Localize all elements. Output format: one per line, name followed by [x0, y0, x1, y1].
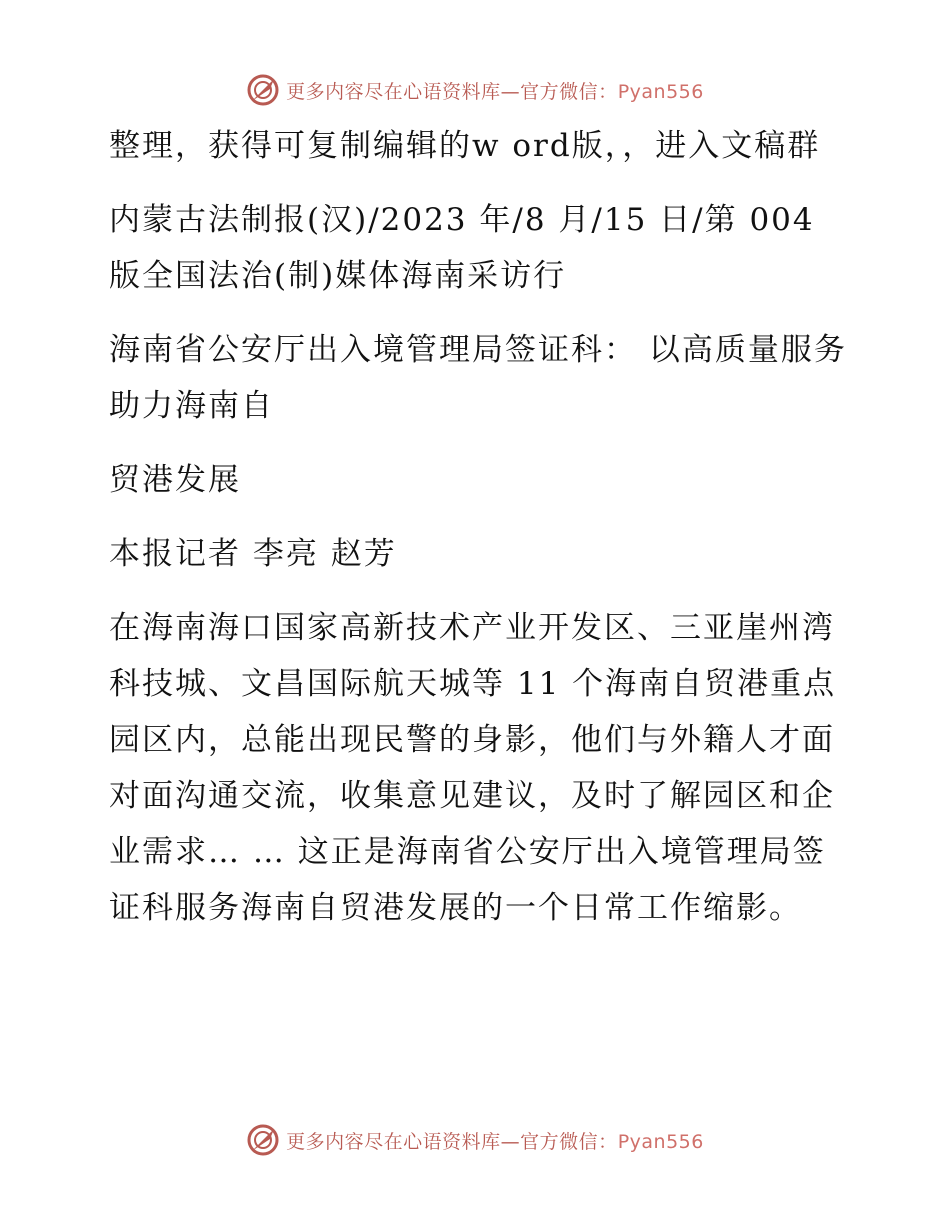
banner-separator: —: [500, 1130, 521, 1153]
quill-logo-icon: [246, 1123, 280, 1157]
footer-watermark-banner: [0, 1120, 950, 1160]
banner-text: [286, 77, 704, 104]
paragraph-title-line2: 贸港发展: [109, 462, 241, 498]
banner-text: [286, 1127, 704, 1154]
banner-wechat-id: Pyan556: [617, 1130, 704, 1153]
paragraph-title-line1: 海南省公安厅出入境管理局签证科： 以高质量服务助力海南自: [109, 332, 847, 424]
quill-logo-icon: [246, 73, 280, 107]
paragraph-body: 在海南海口国家高新技术产业开发区、三亚崖州湾科技城、文昌国际航天城等 11 个海南自贸港重点园区内，总能出现民警的身影，他们与外籍人才面对面沟通交流，收集意见建议，及时了解园区和企业需求… … 这正是海南省公安厅出入境管理局签证科服务海南自贸港发展的一个日常工作缩影。: [109, 610, 837, 926]
banner-separator: —: [500, 80, 521, 103]
document-body: [96, 118, 848, 954]
paragraph-intro: 整理，获得可复制编辑的w ord版，，进入文稿群: [109, 128, 821, 164]
header-watermark-banner: [0, 70, 950, 110]
banner-site-text: 更多内容尽在心语资料库: [286, 1130, 501, 1153]
banner-wechat-id: Pyan556: [617, 80, 704, 103]
banner-site-text: 更多内容尽在心语资料库: [286, 80, 501, 103]
paragraph-source: 内蒙古法制报(汉)/2023 年/8 月/15 日/第 004 版全国法治(制)媒体海南采访行: [109, 202, 815, 294]
paragraph-byline: 本报记者 李亮 赵芳: [109, 536, 397, 572]
banner-wechat-label: 官方微信：: [520, 1130, 618, 1153]
banner-wechat-label: 官方微信：: [520, 80, 618, 103]
